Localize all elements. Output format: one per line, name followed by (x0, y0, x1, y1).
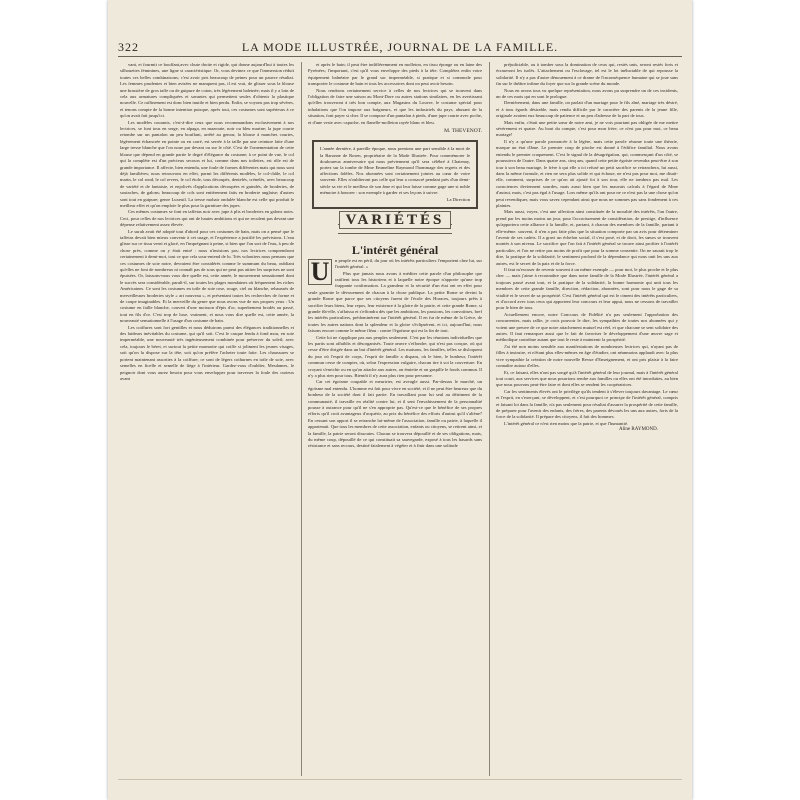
author-signature: M. THEVENOT. (444, 128, 482, 135)
paragraph: préjudiciable, ou à tomber sous la domination de ceux qui, restés unis, seront restés forts et écraseront les isolés. L'attachement ou l'esclavage, tel est le lot inéluctable de qui repousse la solidarité. Il n'y a pas d'autre dénouement à ce drame de l'inconséquence humaine qui se joue sans fin sur le théâtre infime du foyer que sur la grande scène du monde. (496, 62, 678, 87)
paragraph: Il n'y a qu'une parole prononcée à la légère, mais cette parole résume toute une théorie, marque un état d'âme. Le premier coup de pioche est donné à l'édifice familial. Nous avons entendu le premier craquement. C'est le signal de la désagrégation, qui, commençant d'un côté, se poursuivra de l'autre. Dans quatre ans, cinq ans, quand cette petite égoïste revendra peut-être à son tour à son beau mariage, le frère à qui elle a ici refusé un petit sacrifice se retranchera, lui aussi, dans la même formule, et rien ne sera plus solide et qui échoue, ne n'est pas pour moi, me disait-elle, comment, surprises de ce qu'on ait ajouté foi à son tour, elle ne tombera pas mal. Les consciences deviennent sourdes, mais aussi bien que les mauvais calculs à l'égard de Mme d'autrui, mais, c'est pas égal à l'usage. Lors même qu'ils ont pour ne ce n'est pas la une chose qu'on peut revendiquer, mais vous savez cependant ainsi que nous ne sommes pas sans fondement à ces plaintes. (496, 138, 678, 208)
paragraph: et après le bain; il peut être indifféremment en molleton, en tissu éponge ou en laine des Pyrénées; l'important, c'est qu'il vous enveloppe des pieds à la tête. Complétez enfin votre équipement balnéaire par le grand sac imperméable, si pratique et si commode pour transporter le costume de bain et tous les accessoires dont on peut avoir besoin. (308, 62, 482, 87)
paragraph: L'intérêt général ce n'est rien moins que la patrie, et que l'humanité. (504, 420, 629, 426)
column-2 (308, 62, 482, 778)
section-label: VARIÉTÉS (339, 211, 452, 229)
memorial-notice-box (312, 140, 478, 209)
paragraph: Ces mêmes costumes se font en taffetas noir avec jupe à plis et broderies en galons noirs. Ceci, pour celles de nos lectrices qui ont de hautes ambitions et qui ne reculent pas devant une dépense relativement assez élevée. (120, 209, 294, 228)
paragraph: Mais aussi, voyez, c'est une affection ainsi constituée de la moralité des intérêts, l'un l'autre, prend par les moins moins un jour, pour l'accroissement de considération, de prestige, d'influence qu'apportera cette alliance à la famille, et, partant, à chacun des membres de la famille, partant à elle-même. souvent, il n'en a pas faite plus que la situation comporte par un avis pour déterminer l'avenir de ses cadets. Il a gravi un échelon social, il s'est posé, et de droit, les sœurs se trouvent montés à son niveau. Le sacrifice que l'on fait à l'intérêt général se trouve ainsi profiter à l'intérêt particulier, et l'on ne retire pas moins de profit que pour la somme consentie. On ne saurait trop le dire, la pratique de la solidarité, le sentiment profond de la dépendance qui nous unit les uns aux autres, est le secret de la paix et de la force. (496, 209, 678, 266)
paragraph: Les modèles courants, c'est-à-dire ceux que nous recommandons exclusivement à nos lectrices, se font tous en serge, en alpaga, en mazorate, noir ou bleu marine; la jupe courte retombe sur un pantalon un peu bouffant, arrêté au genou; la blouse à manches courtes, légèrement échancrée en pointe ou en carré, est serrée à la taille par une ceinture faite d'une large tresse blanche que l'on noue par devant ou sur le côté. C'est de l'ornementation de cette blouse que dépend en grande partie le degré d'élégance du costume; à ce point de vue, le col qui la complète est d'un précieux secours et lui, comme dans nos toilettes, est rôle est de grande importance. Il affecte, bien entendu, une foule de formes différentes mais qui nous sont déjà familières; nous retrouvons en effet, parmi les différents modèles, le col-châle, le col marin, le col rond, le col revers, le col étole, tous découpés, dentelés, crénelés, avec beaucoup de variété et de fantaisie, et enjolivés d'applications découpées et guindés, de broderies, de soutaches, de galons; beaucoup de cols sont entièrement faits en broderie anglaise; d'autres sont tout en guipure; genre Luxeuil. La tresse mohair ondulée blanche est celle qui produit le meilleur effet et qu'on emploie le plus pour la garniture des jupes. (120, 119, 294, 208)
column-1 (120, 62, 294, 778)
column-3 (496, 62, 678, 778)
paragraph: Cette loi ne s'applique pas aux peuples seulement. C'est par les réunions individuelles que les partis sont affaiblis et désorganisés. Toute œuvre s'effondre, qui n'est pas conçue, où qui cesse d'être dirigée dans un but d'intérêt général. Les maisons, les familles, telles se disloquent du jour où l'esprit de corps, l'esprit de famille a disparu, où le bien, le bonheur, l'intérêt commun cesse de compter, où, selon l'expression vulgaire, chacun tire à soi la couverture. En croyant s'enrichir ou en qu'on attache aux autres, on émiette et on gaspille le fonds commun. Il n'y a plus rien pour tous. Bientôt il n'y aura plus rien pour personne. (308, 334, 482, 379)
paragraph: vant, et fourmit ce bouffant,avec chute droite et rigide, qui donne aujourd'hui à toutes les silhouettes féminines, une ligne si caractéristique. Or, vous devinez ce que l'immersion réduit toutes ces belles combinaisons; c'est avoir pris beaucoup de peines pour un pauvre résultat. Les femmes prudentes et bien avisées ne manquent pas, il est vrai, de glisser sous la blouse une brassière de gros taffe ou de guipure de coton, très légèrement baleinée; mais il y a loin de cela aux armatures compliquées et savantes qui permettent seules d'obtenir la plastique nouvelle. Ce raffinement est donc bien inutile et bien perdu. Enfin, se voyons pas trop sévères, et tenons compte de la bonne intention puisque, après tout, ces costumes sont supérieurs à ce qu'on avait fait jusqu'ici. (120, 62, 294, 119)
paragraph: Et, ce faisant, elles n'ont pas songé qu'à l'intérêt général de leur journal, mais à l'intérêt général tout court, aux services que nous pourrions rendre aux familles ou elles ont été introduites, au bien que nous pouvons peut-être faire et dont elles se rendent les coopératrices. (496, 369, 678, 388)
header-rule (118, 56, 682, 57)
paragraph: Car les sentiments élevés ont le privilège qu'ils tendent à s'élever toujours davantage. Le cœur et l'esprit, en s'exerçant, se développent, et c'est pourquoi ce principe de l'intérêt général, compris et faisant loi dans la famille, n'a pas seulement pour résultat d'assurer la prospérité de cette famille, de préparer pour l'avenir des enfants, des frères, des parents dévoués les uns aux autres, forts de la force de la solidarité. Il prépare des citoyens, il fait des hommes. (496, 388, 678, 420)
author-signature: Aline RAYMOND. (619, 427, 658, 433)
column-divider (301, 62, 302, 776)
paragraph: Les coiffures sont fort gentilles et nous déduirons parmi des élégances traditionnelles et des laideurs inévitables du costume, qui qu'il soit. C'est le casque fendu à fond mou, en soie imperméable, une nouveauté très ingénieusement combinée pour préserver du soleil; avec cela, toujours le béret, et surtout la petite marmotte qui coiffe si joliment les jeunes visages, soit qu'on la dispose sur la tête, soit qu'on préfère l'acheter toute faite. Les chaussures se portent maintenant assorties à la coiffure; ce sont de légers cothurnes en toile de soie, avec semelles en ficelle et semelle de liège à l'intérieur. Gardez-vous d'oublier, Mesdames, le peignoir dont vous aurez besoin pour vous envelopper pour traverser la foule des curieux avant (120, 324, 294, 381)
notice-signature: La Direction (446, 197, 470, 203)
article-title: L'intérêt général (351, 243, 439, 258)
journal-title: LA MODE ILLUSTRÉE, JOURNAL DE LA FAMILLE. (241, 40, 559, 54)
paragraph: n peuple est en péril, du jour où les intérêts particuliers l'emportent chez lui, sur l'intérêt général. » (335, 257, 482, 270)
journal-page (108, 0, 692, 800)
page-header (118, 40, 682, 56)
paragraph: Dernièrement, dans une famille, on parlait d'un mariage pour le fils aîné, mariage très désiré, et à tous égards désirable, mais rendu difficile par le caractère des parents de la jeune fille, originale avaient eux beaucoup de patience et un peu d'adresse de la part de tous. (496, 100, 678, 119)
paragraph: Car cet égoïsme coupable et meurtrier, est aveugle aussi. Par-dessus le marché, un égoïsme mal entendu. L'homme est fait pour vivre en société, et il ne peut être heureux que du bonheur de la société dont il fait partie. En travaillant pour lui seul au détriment de la communauté, il travaille en réalité contre lui, et il sent l'envahissement de la personnalité pousse à outrance pour qu'il ne s'en approprie pas. Qu'est-ce que le bénéfice de ses propres efforts qu'il croit avantageux d'acquérir, au prix du bénéfice des efforts d'autrui qu'il s'aliène? En cessant son apport il se retranche lui-même de l'association, famille ou patrie, à laquelle il appartenait. Que tous les membres de cette association, enfants ou citoyens, se retirent ainsi, et la famille, la patrie seront dissoutes. Chacun se trouvera dépouillé et de ses obligations, mais, du même coup, dépouillé de ce qui constituait sa sauvegarde, exposé à tous les hasards sans résistance et sans recours, destiné fatalement à végéter et à finir dans une solitude (308, 379, 482, 449)
paragraph: Il faut m'excuser de revenir souvent à un même exemple — pour moi, le plus proche et le plus cher — mais j'aime à reconnaître que dans notre famille de la Mode Illustrée, l'intérêt général a toujours passé avant tout, et la pratique de la solidarité, la bonne harmonie qui unit tous les membres de cette grande famille, direction, rédaction, abonnées, sont pour nous le gage de sa vitalité et le secret de sa prospérité. C'est l'intérêt général qui est le ciment des intérêts particuliers, et d'accord avec tous ceux qui apportent leur concours et leur appui, nous ne cessons de travailler pour le bien de tous. (496, 267, 678, 311)
footer-rule (118, 779, 682, 780)
section-banner (308, 212, 482, 241)
column-divider (489, 62, 490, 776)
paragraph: Actuellement encore, notre Concours de Fidélité n'a pas seulement l'approbation des concurrentes, mais rallie, je crois pouvoir le dire, les sympathies de toutes nos abonnées qui y voient une preuve de ce que notre attachement mutuel est réel, et que chacune se sent solidaire des autres. Il faut remarquer aussi que le fait de favoriser le développement d'une œuvre sage et méthodique contribue autant que tout le reste à maintenir la prospérité. (496, 311, 678, 343)
paragraph: Nous rendrons certainement service à celles de nos lectrices qui se trouvent dans l'obligation de faire une saison au Mont-Dore ou autres stations similaires, en les avertissant qu'elles trouveront à très bon compte, aux Magasins du Louvre, le costume spécial pour inhalations que l'on impose aux baigneurs, et que les industriels du pays, abusant de la situation, font payer si cher. Il se compose d'un pantalon à pieds, d'une jupe courte avec poche, et d'une veste avec capuche, en flanelle-molleton rayée blanc et bleu. (308, 87, 482, 125)
page-number: 322 (118, 40, 139, 54)
paragraph: Le surah avait été adopté tout d'abord pour ces costumes de bain, mais on a pensé que le taffetas devait bien mieux convenir à cet usage, et l'expérience a justifié les prévisions. L'eau glisse sur ce tissu verni et glacé, en l'imprégnant à peine, si bien que l'on sort de l'eau, à peu de chose près, comme on y était entré : nous n'insistons pas; nos lectrices comprendront certainement à demi-mot, tout ce que cela sous-entend de lu. Très volontiers nous pensons que ces costumes de soie noire, devraient être considérés comme le summum du beau, oubliant qu'elles ne font de nombreux ni connaît pas de sous qui ne peut pas attirer les surprises ne sont épuisées. Or, laissons-nous vous dire quelle est, cette année, le mouvement sensationnel dont le succès sera considérable, paraît-il, sur toutes les plages mondaines où fréquentent les riches Américaines. Ce sont les costumes en toile de soie rose, rouge, ciel ou blanche, rehaussés de merveilleuses broderies style « art nouveau », et présentant toutes les recherches de forme et de coupe imaginables. Et la merveille du genre que nous avons vue de nos propres yeux : Un costume en faille blanche, couvert d'une moisson d'épis d'or, superbement brodés au passé, tout en fils d'or. C'est trop de luxe, vraiment, et nous vous dire quelle est, cette année, la nouveauté sensationnelle à l'usage d'un costume de bain. (120, 228, 294, 324)
paragraph: Plus que jamais nous avons à méditer cette parole d'un philosophe que ratifient tous les historiens et à laquelle notre époque n'apporte qu'une trop frappante confirmation. La grandeur et la sécurité d'un état ont en effet pour seule garantie le dévouement de chacun à la chose publique. La petite Rome se devint la grande Rome que parce que ses citoyens furent de l'école des Horaces, toujours prêts à sacrifier leurs biens, leur repos, leur existence à la gloire de la patrie, et cette grande Rome, si grande fût-elle, s'affaissa et s'effondra dès que les ambitions, les passions, les convoitises, bref les intérêts particuliers, prédominèrent sur l'intérêt général. Il en fut de même de la Grèce, de toutes les autres nations dont la splendeur et la gloire s'éclipsèrent, et ici, aujourd'hui, nous faisons encore comme le même fléau : contre l'égoïsme qui est la fin de tout. (308, 270, 482, 334)
paragraph: Mais enfin, c'était une petite sœur de notre ami, je ne vois pourtant pas obligée de me mettre sévèrement et quatre. Au bout du compte, c'est pour mon frère, ce n'est pas pour moi, ce beau mariage! (496, 119, 678, 138)
notice-text: L'année dernière, à pareille époque, nous prenions une part sensible à la mort de la Baronne de Rosen, propriétaire de la Mode Illustrée. Pour commémorer le douloureux anniversaire qui nous préviennent qu'il sera célébré à Chatenay, portez sur la tombe de Mme Emmeline Raymond l'hommage des regrets et des affections fidèles. Nos abonnées sont certainement jointes au cœur de votre souvenir. Elles n'oublieront pas celle qui leur a consacré pendant près d'un demi-siècle sa vie et le meilleur de son âme et qui leur laisse comme gage une si noble mémoire à honorer : son exemple à garder et ses leçons à suivre. (320, 146, 470, 195)
paragraph: Nous en avons tous vu quelque représentation, nous avons pu surprendre un de ces incidents, un de ces mots qui en sont le prologue. (496, 87, 678, 100)
drop-cap: U (308, 259, 332, 285)
paragraph: J'ai été non moins sensible aux manifestations de nombreuses lectrices qui, n'ayant pas de filles à instruire, et n'étant plus elles-mêmes en âge d'étudier, ont néanmoins applaudi avec la plus vive sympathie la création de notre nouvelle Revue d'Enseignement, et ont pris plaisir à la faire connaître autour d'elles. (496, 343, 678, 369)
